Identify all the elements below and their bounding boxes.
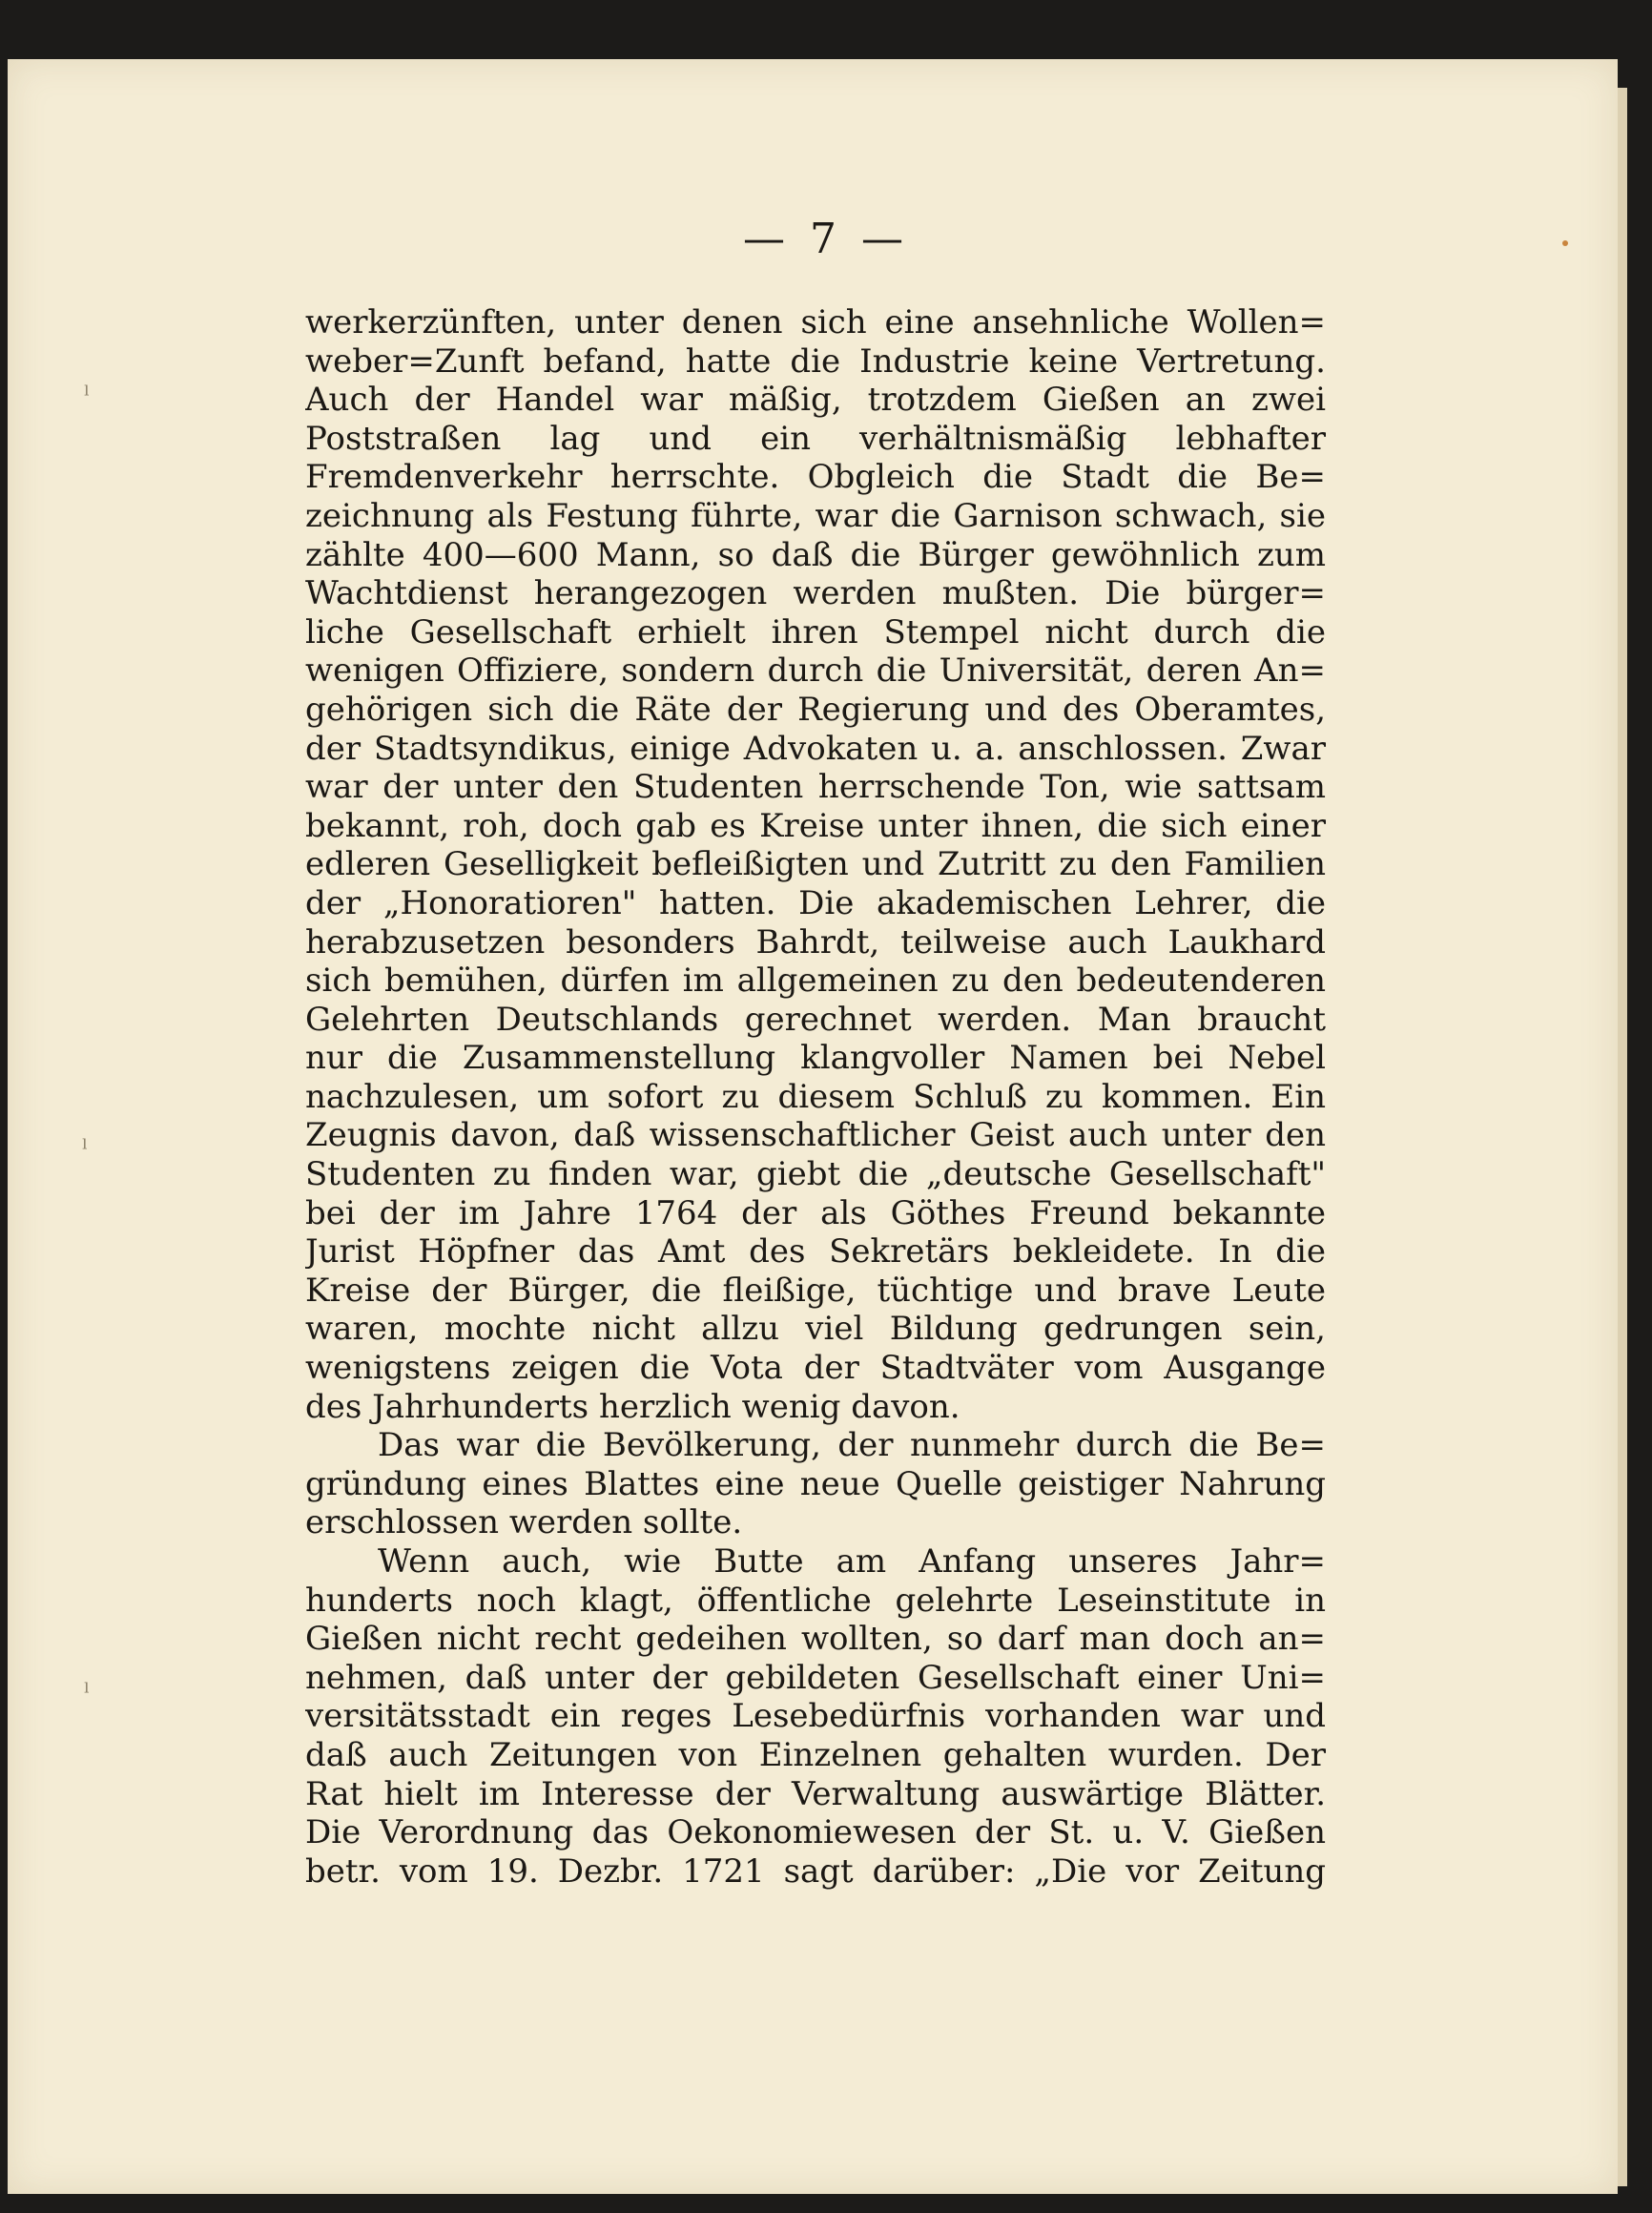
text-line: hunderts noch klagt, öffentliche gelehrte Leseinstitute in xyxy=(305,1581,1326,1620)
text-line: der Stadtsyndikus, einige Advokaten u. a. anschlossen. Zwar xyxy=(305,729,1326,768)
text-line: betr. vom 19. Dezbr. 1721 sagt darüber: „Die vor Zeitung xyxy=(305,1851,1326,1891)
text-line: Jurist Höpfner das Amt des Sekretärs bekleidete. In die xyxy=(305,1232,1326,1272)
text-line: Studenten zu finden war, giebt die „deutsche Gesellschaft" xyxy=(305,1155,1326,1194)
text-line: Wenn auch, wie Butte am Anfang unseres Jahr= xyxy=(378,1542,1326,1581)
text-line: gründung eines Blattes eine neue Quelle geistiger Nahrung xyxy=(305,1464,1326,1503)
text-line: Auch der Handel war mäßig, trotzdem Gießen an zwei xyxy=(305,381,1326,420)
text-line: versitätsstadt ein reges Lesebedürfnis vorhanden war und xyxy=(305,1697,1326,1736)
text-line: waren, mochte nicht allzu viel Bildung gedrungen sein, xyxy=(305,1310,1326,1349)
text-line: Gelehrten Deutschlands gerechnet werden. Man braucht xyxy=(305,1000,1326,1039)
text-line: zeichnung als Festung führte, war die Garnison schwach, sie xyxy=(305,496,1326,535)
text-line: Gießen nicht recht gedeihen wollten, so darf man doch an= xyxy=(305,1620,1326,1659)
text-line: zählte 400—600 Mann, so daß die Bürger gewöhnlich zum xyxy=(305,535,1326,574)
text-line: nehmen, daß unter der gebildeten Gesellschaft einer Uni= xyxy=(305,1658,1326,1697)
text-line: Rat hielt im Interesse der Verwaltung auswärtige Blätter. xyxy=(305,1774,1326,1813)
text-line: wenigstens zeigen die Vota der Stadtväter vom Ausgange xyxy=(305,1349,1326,1388)
page-edge xyxy=(1618,88,1627,2186)
text-line: nur die Zusammenstellung klangvoller Namen bei Nebel xyxy=(305,1039,1326,1078)
text-line: gehörigen sich die Räte der Regierung und des Oberamtes, xyxy=(305,690,1326,729)
text-line: Das war die Bevölkerung, der nunmehr durch die Be= xyxy=(378,1426,1326,1465)
body-text xyxy=(305,303,1326,1891)
text-line: nachzulesen, um sofort zu diesem Schluß zu kommen. Ein xyxy=(305,1077,1326,1116)
text-line: bei der im Jahre 1764 der als Göthes Freund bekannte xyxy=(305,1193,1326,1232)
text-line: war der unter den Studenten herrschende Ton, wie sattsam xyxy=(305,768,1326,807)
text-line: werkerzünften, unter denen sich eine ansehnliche Wollen= xyxy=(305,303,1326,341)
margin-mark: ˡ xyxy=(82,1135,89,1164)
text-line: sich bemühen, dürfen im allgemeinen zu den bedeutenderen xyxy=(305,962,1326,1001)
margin-mark: ˡ xyxy=(84,1679,91,1707)
text-line: Fremdenverkehr herrschte. Obgleich die Stadt die Be= xyxy=(305,458,1326,497)
text-line: weber=Zunft befand, hatte die Industrie keine Vertretung. xyxy=(305,341,1326,381)
text-line: Wachtdienst herangezogen werden mußten. Die bürger= xyxy=(305,574,1326,613)
text-line: Kreise der Bürger, die fleißige, tüchtige und brave Leute xyxy=(305,1271,1326,1310)
text-line: des Jahrhunderts herzlich wenig davon. xyxy=(305,1387,960,1426)
text-line: Zeugnis davon, daß wissenschaftlicher Geist auch unter den xyxy=(305,1116,1326,1155)
text-line: bekannt, roh, doch gab es Kreise unter ihnen, die sich einer xyxy=(305,806,1326,845)
text-line: wenigen Offiziere, sondern durch die Universität, deren An= xyxy=(305,651,1326,691)
margin-mark: ˡ xyxy=(84,382,91,410)
text-line: daß auch Zeitungen von Einzelnen gehalten wurden. Der xyxy=(305,1735,1326,1774)
text-line: erschlossen werden sollte. xyxy=(305,1503,743,1542)
text-line: herabzusetzen besonders Bahrdt, teilweise auch Laukhard xyxy=(305,922,1326,962)
text-line: Die Verordnung das Oekonomiewesen der St. u. V. Gießen xyxy=(305,1813,1326,1852)
text-line: edleren Geselligkeit befleißigten und Zutritt zu den Familien xyxy=(305,845,1326,884)
page-number: — 7 — xyxy=(743,215,909,263)
text-line: liche Gesellschaft erhielt ihren Stempel nicht durch die xyxy=(305,612,1326,651)
text-line: Poststraßen lag und ein verhältnismäßig lebhafter xyxy=(305,419,1326,458)
text-line: der „Honoratioren" hatten. Die akademischen Lehrer, die xyxy=(305,883,1326,922)
